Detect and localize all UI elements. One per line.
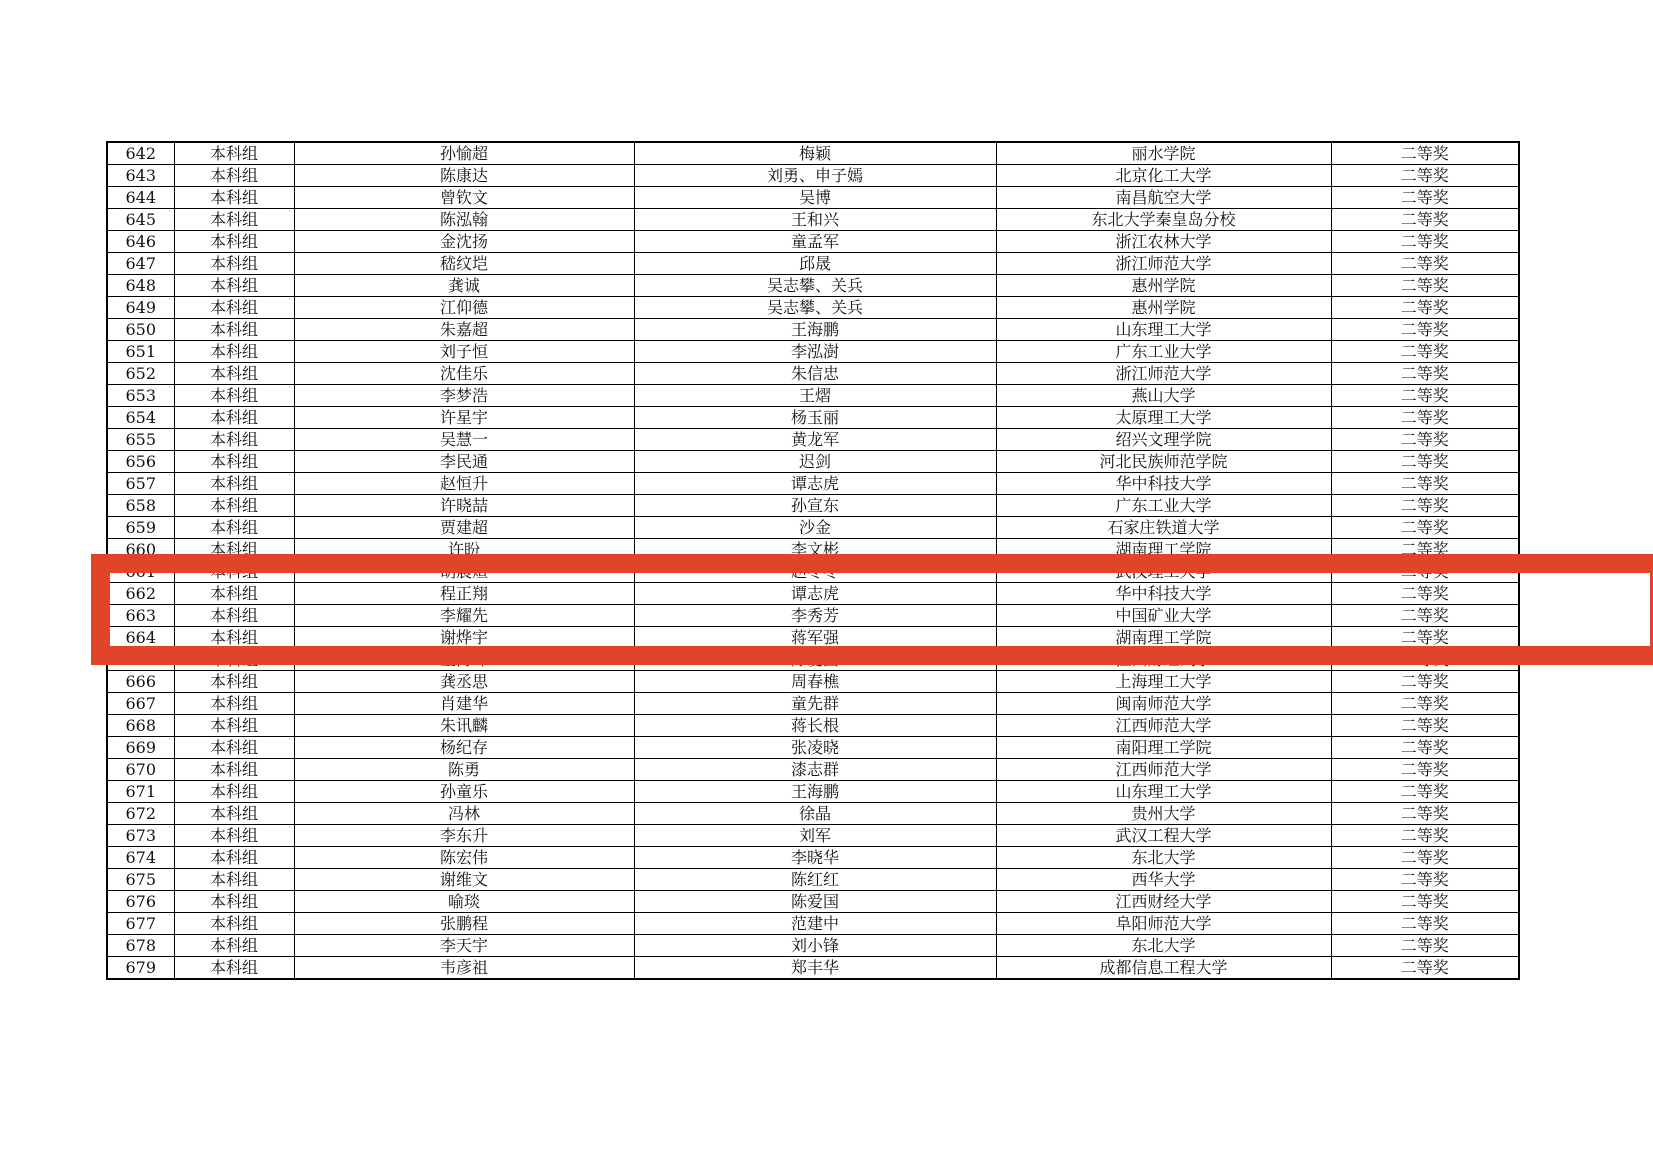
row-number-cell: 655	[107, 429, 174, 451]
row-number-cell: 648	[107, 275, 174, 297]
student-name-cell: 王海峰	[294, 649, 634, 671]
advisor-cell: 朱信忠	[634, 363, 996, 385]
school-cell: 武汉理工大学	[996, 561, 1331, 583]
award-cell: 二等奖	[1331, 165, 1519, 187]
row-number-cell: 657	[107, 473, 174, 495]
school-cell: 江西财经大学	[996, 649, 1331, 671]
advisor-cell: 吴志攀、关兵	[634, 297, 996, 319]
group-cell: 本科组	[174, 495, 294, 517]
table-row	[107, 297, 1519, 319]
student-name-cell: 嵇纹垲	[294, 253, 634, 275]
group-cell: 本科组	[174, 737, 294, 759]
group-cell: 本科组	[174, 297, 294, 319]
table-row	[107, 869, 1519, 891]
table-row	[107, 913, 1519, 935]
award-cell: 二等奖	[1331, 142, 1519, 165]
school-cell: 山东理工大学	[996, 781, 1331, 803]
row-number-cell: 675	[107, 869, 174, 891]
group-cell: 本科组	[174, 803, 294, 825]
school-cell: 东北大学	[996, 935, 1331, 957]
row-number-cell: 643	[107, 165, 174, 187]
group-cell: 本科组	[174, 693, 294, 715]
table-row	[107, 363, 1519, 385]
row-number-cell: 649	[107, 297, 174, 319]
student-name-cell: 陈宏伟	[294, 847, 634, 869]
school-cell: 广东工业大学	[996, 341, 1331, 363]
advisor-cell: 李文彬	[634, 539, 996, 561]
award-cell: 二等奖	[1331, 297, 1519, 319]
school-cell: 东北大学	[996, 847, 1331, 869]
student-name-cell: 龚诚	[294, 275, 634, 297]
student-name-cell: 韦彦祖	[294, 957, 634, 980]
advisor-cell: 谭志虎	[634, 473, 996, 495]
row-number-cell: 644	[107, 187, 174, 209]
table-row	[107, 561, 1519, 583]
student-name-cell: 谢烨宇	[294, 627, 634, 649]
table-row	[107, 671, 1519, 693]
student-name-cell: 杨纪存	[294, 737, 634, 759]
student-name-cell: 喻琰	[294, 891, 634, 913]
award-cell: 二等奖	[1331, 341, 1519, 363]
student-name-cell: 曾钦文	[294, 187, 634, 209]
advisor-cell: 吴博	[634, 187, 996, 209]
table-row	[107, 187, 1519, 209]
advisor-cell: 范建中	[634, 913, 996, 935]
award-cell: 二等奖	[1331, 913, 1519, 935]
advisor-cell: 陈爱国	[634, 649, 996, 671]
advisor-cell: 陈红红	[634, 869, 996, 891]
group-cell: 本科组	[174, 891, 294, 913]
award-cell: 二等奖	[1331, 891, 1519, 913]
award-cell: 二等奖	[1331, 517, 1519, 539]
school-cell: 惠州学院	[996, 275, 1331, 297]
advisor-cell: 沙金	[634, 517, 996, 539]
group-cell: 本科组	[174, 671, 294, 693]
school-cell: 江西师范大学	[996, 715, 1331, 737]
award-cell: 二等奖	[1331, 495, 1519, 517]
school-cell: 贵州大学	[996, 803, 1331, 825]
group-cell: 本科组	[174, 605, 294, 627]
advisor-cell: 李泓澍	[634, 341, 996, 363]
school-cell: 惠州学院	[996, 297, 1331, 319]
group-cell: 本科组	[174, 957, 294, 980]
row-number-cell: 651	[107, 341, 174, 363]
table-row	[107, 825, 1519, 847]
advisor-cell: 张凌晓	[634, 737, 996, 759]
student-name-cell: 贾建超	[294, 517, 634, 539]
student-name-cell: 陈康达	[294, 165, 634, 187]
table-row	[107, 473, 1519, 495]
school-cell: 河北民族师范学院	[996, 451, 1331, 473]
group-cell: 本科组	[174, 165, 294, 187]
award-cell: 二等奖	[1331, 649, 1519, 671]
school-cell: 成都信息工程大学	[996, 957, 1331, 980]
group-cell: 本科组	[174, 649, 294, 671]
student-name-cell: 江仰德	[294, 297, 634, 319]
school-cell: 中国矿业大学	[996, 605, 1331, 627]
table-row	[107, 539, 1519, 561]
row-number-cell: 663	[107, 605, 174, 627]
student-name-cell: 金沈扬	[294, 231, 634, 253]
row-number-cell: 659	[107, 517, 174, 539]
row-number-cell: 668	[107, 715, 174, 737]
advisor-cell: 童孟军	[634, 231, 996, 253]
table-row	[107, 781, 1519, 803]
award-cell: 二等奖	[1331, 781, 1519, 803]
award-cell: 二等奖	[1331, 363, 1519, 385]
table-row	[107, 605, 1519, 627]
table-row	[107, 517, 1519, 539]
advisor-cell: 蒋长根	[634, 715, 996, 737]
row-number-cell: 664	[107, 627, 174, 649]
school-cell: 闽南师范大学	[996, 693, 1331, 715]
award-cell: 二等奖	[1331, 451, 1519, 473]
advisor-cell: 邱晟	[634, 253, 996, 275]
student-name-cell: 朱嘉超	[294, 319, 634, 341]
row-number-cell: 669	[107, 737, 174, 759]
award-cell: 二等奖	[1331, 407, 1519, 429]
row-number-cell: 650	[107, 319, 174, 341]
award-cell: 二等奖	[1331, 715, 1519, 737]
table-row	[107, 935, 1519, 957]
school-cell: 南阳理工学院	[996, 737, 1331, 759]
row-number-cell: 676	[107, 891, 174, 913]
group-cell: 本科组	[174, 429, 294, 451]
row-number-cell: 645	[107, 209, 174, 231]
award-cell: 二等奖	[1331, 935, 1519, 957]
table-row	[107, 209, 1519, 231]
school-cell: 上海理工大学	[996, 671, 1331, 693]
table-row	[107, 583, 1519, 605]
row-number-cell: 677	[107, 913, 174, 935]
award-cell: 二等奖	[1331, 539, 1519, 561]
group-cell: 本科组	[174, 583, 294, 605]
student-name-cell: 张鹏程	[294, 913, 634, 935]
group-cell: 本科组	[174, 341, 294, 363]
student-name-cell: 赵恒升	[294, 473, 634, 495]
table-row	[107, 319, 1519, 341]
table-row	[107, 957, 1519, 980]
school-cell: 西华大学	[996, 869, 1331, 891]
school-cell: 丽水学院	[996, 142, 1331, 165]
school-cell: 南昌航空大学	[996, 187, 1331, 209]
advisor-cell: 漆志群	[634, 759, 996, 781]
award-cell: 二等奖	[1331, 275, 1519, 297]
group-cell: 本科组	[174, 627, 294, 649]
advisor-cell: 王熠	[634, 385, 996, 407]
row-number-cell: 670	[107, 759, 174, 781]
table-row	[107, 847, 1519, 869]
award-cell: 二等奖	[1331, 319, 1519, 341]
group-cell: 本科组	[174, 913, 294, 935]
award-table	[106, 141, 1520, 980]
group-cell: 本科组	[174, 451, 294, 473]
advisor-cell: 梅颖	[634, 142, 996, 165]
row-number-cell: 678	[107, 935, 174, 957]
row-number-cell: 642	[107, 142, 174, 165]
table-row	[107, 275, 1519, 297]
table-row	[107, 495, 1519, 517]
award-cell: 二等奖	[1331, 957, 1519, 980]
table-row	[107, 803, 1519, 825]
student-name-cell: 谢维文	[294, 869, 634, 891]
row-number-cell: 653	[107, 385, 174, 407]
student-name-cell: 孙愉超	[294, 142, 634, 165]
group-cell: 本科组	[174, 781, 294, 803]
row-number-cell: 671	[107, 781, 174, 803]
award-cell: 二等奖	[1331, 847, 1519, 869]
row-number-cell: 665	[107, 649, 174, 671]
student-name-cell: 龚丞思	[294, 671, 634, 693]
advisor-cell: 吴志攀、关兵	[634, 275, 996, 297]
school-cell: 华中科技大学	[996, 473, 1331, 495]
school-cell: 山东理工大学	[996, 319, 1331, 341]
group-cell: 本科组	[174, 319, 294, 341]
award-cell: 二等奖	[1331, 693, 1519, 715]
group-cell: 本科组	[174, 715, 294, 737]
row-number-cell: 679	[107, 957, 174, 980]
group-cell: 本科组	[174, 935, 294, 957]
school-cell: 浙江师范大学	[996, 253, 1331, 275]
table-row	[107, 253, 1519, 275]
student-name-cell: 许盼	[294, 539, 634, 561]
award-cell: 二等奖	[1331, 671, 1519, 693]
table-row	[107, 715, 1519, 737]
table-row	[107, 231, 1519, 253]
student-name-cell: 李梦浩	[294, 385, 634, 407]
advisor-cell: 李晓华	[634, 847, 996, 869]
table-row	[107, 429, 1519, 451]
row-number-cell: 652	[107, 363, 174, 385]
award-cell: 二等奖	[1331, 737, 1519, 759]
school-cell: 太原理工大学	[996, 407, 1331, 429]
award-cell: 二等奖	[1331, 627, 1519, 649]
student-name-cell: 程正翔	[294, 583, 634, 605]
table-row	[107, 407, 1519, 429]
student-name-cell: 李民通	[294, 451, 634, 473]
table-row	[107, 759, 1519, 781]
award-cell: 二等奖	[1331, 869, 1519, 891]
advisor-cell: 陈爱国	[634, 891, 996, 913]
table-row	[107, 627, 1519, 649]
student-name-cell: 孙童乐	[294, 781, 634, 803]
student-name-cell: 沈佳乐	[294, 363, 634, 385]
row-number-cell: 647	[107, 253, 174, 275]
award-cell: 二等奖	[1331, 605, 1519, 627]
school-cell: 浙江农林大学	[996, 231, 1331, 253]
school-cell: 浙江师范大学	[996, 363, 1331, 385]
group-cell: 本科组	[174, 869, 294, 891]
row-number-cell: 672	[107, 803, 174, 825]
group-cell: 本科组	[174, 561, 294, 583]
award-cell: 二等奖	[1331, 473, 1519, 495]
advisor-cell: 童先群	[634, 693, 996, 715]
group-cell: 本科组	[174, 407, 294, 429]
group-cell: 本科组	[174, 231, 294, 253]
row-number-cell: 674	[107, 847, 174, 869]
student-name-cell: 许星宇	[294, 407, 634, 429]
group-cell: 本科组	[174, 363, 294, 385]
group-cell: 本科组	[174, 473, 294, 495]
student-name-cell: 李耀先	[294, 605, 634, 627]
student-name-cell: 刘子恒	[294, 341, 634, 363]
row-number-cell: 666	[107, 671, 174, 693]
school-cell: 广东工业大学	[996, 495, 1331, 517]
group-cell: 本科组	[174, 539, 294, 561]
school-cell: 江西财经大学	[996, 891, 1331, 913]
advisor-cell: 徐晶	[634, 803, 996, 825]
advisor-cell: 孙宣东	[634, 495, 996, 517]
award-cell: 二等奖	[1331, 385, 1519, 407]
student-name-cell: 肖建华	[294, 693, 634, 715]
group-cell: 本科组	[174, 759, 294, 781]
table-row	[107, 341, 1519, 363]
award-cell: 二等奖	[1331, 561, 1519, 583]
school-cell: 武汉工程大学	[996, 825, 1331, 847]
student-name-cell: 李东升	[294, 825, 634, 847]
advisor-cell: 迟剑	[634, 451, 996, 473]
advisor-cell: 刘勇、申子嫣	[634, 165, 996, 187]
row-number-cell: 662	[107, 583, 174, 605]
advisor-cell: 李秀芳	[634, 605, 996, 627]
school-cell: 华中科技大学	[996, 583, 1331, 605]
award-cell: 二等奖	[1331, 209, 1519, 231]
group-cell: 本科组	[174, 275, 294, 297]
advisor-cell: 王海鹏	[634, 319, 996, 341]
student-name-cell: 吴慧一	[294, 429, 634, 451]
student-name-cell: 胡晨煊	[294, 561, 634, 583]
group-cell: 本科组	[174, 517, 294, 539]
award-cell: 二等奖	[1331, 583, 1519, 605]
school-cell: 东北大学秦皇岛分校	[996, 209, 1331, 231]
row-number-cell: 654	[107, 407, 174, 429]
group-cell: 本科组	[174, 187, 294, 209]
group-cell: 本科组	[174, 385, 294, 407]
school-cell: 绍兴文理学院	[996, 429, 1331, 451]
advisor-cell: 王海鹏	[634, 781, 996, 803]
table-row	[107, 693, 1519, 715]
table-row	[107, 451, 1519, 473]
award-cell: 二等奖	[1331, 429, 1519, 451]
row-number-cell: 661	[107, 561, 174, 583]
group-cell: 本科组	[174, 847, 294, 869]
student-name-cell: 许晓喆	[294, 495, 634, 517]
row-number-cell: 673	[107, 825, 174, 847]
school-cell: 阜阳师范大学	[996, 913, 1331, 935]
advisor-cell: 刘小锋	[634, 935, 996, 957]
row-number-cell: 646	[107, 231, 174, 253]
row-number-cell: 667	[107, 693, 174, 715]
advisor-cell: 蒋军强	[634, 627, 996, 649]
advisor-cell: 黄龙军	[634, 429, 996, 451]
advisor-cell: 郑丰华	[634, 957, 996, 980]
student-name-cell: 李天宇	[294, 935, 634, 957]
table-row	[107, 385, 1519, 407]
school-cell: 北京化工大学	[996, 165, 1331, 187]
group-cell: 本科组	[174, 825, 294, 847]
table-row	[107, 891, 1519, 913]
advisor-cell: 刘军	[634, 825, 996, 847]
row-number-cell: 656	[107, 451, 174, 473]
school-cell: 石家庄铁道大学	[996, 517, 1331, 539]
row-number-cell: 658	[107, 495, 174, 517]
award-cell: 二等奖	[1331, 231, 1519, 253]
group-cell: 本科组	[174, 209, 294, 231]
advisor-cell: 王和兴	[634, 209, 996, 231]
table-row	[107, 165, 1519, 187]
school-cell: 湖南理工学院	[996, 539, 1331, 561]
award-cell: 二等奖	[1331, 759, 1519, 781]
advisor-cell: 赵冬冬	[634, 561, 996, 583]
table-row	[107, 737, 1519, 759]
award-cell: 二等奖	[1331, 803, 1519, 825]
table-body	[107, 142, 1519, 979]
student-name-cell: 陈勇	[294, 759, 634, 781]
table-row	[107, 649, 1519, 671]
table-row	[107, 142, 1519, 165]
advisor-cell: 谭志虎	[634, 583, 996, 605]
award-cell: 二等奖	[1331, 187, 1519, 209]
school-cell: 燕山大学	[996, 385, 1331, 407]
school-cell: 湖南理工学院	[996, 627, 1331, 649]
group-cell: 本科组	[174, 142, 294, 165]
student-name-cell: 冯林	[294, 803, 634, 825]
student-name-cell: 朱讯麟	[294, 715, 634, 737]
award-cell: 二等奖	[1331, 253, 1519, 275]
group-cell: 本科组	[174, 253, 294, 275]
award-cell: 二等奖	[1331, 825, 1519, 847]
student-name-cell: 陈泓翰	[294, 209, 634, 231]
advisor-cell: 周春樵	[634, 671, 996, 693]
advisor-cell: 杨玉丽	[634, 407, 996, 429]
row-number-cell: 660	[107, 539, 174, 561]
school-cell: 江西师范大学	[996, 759, 1331, 781]
